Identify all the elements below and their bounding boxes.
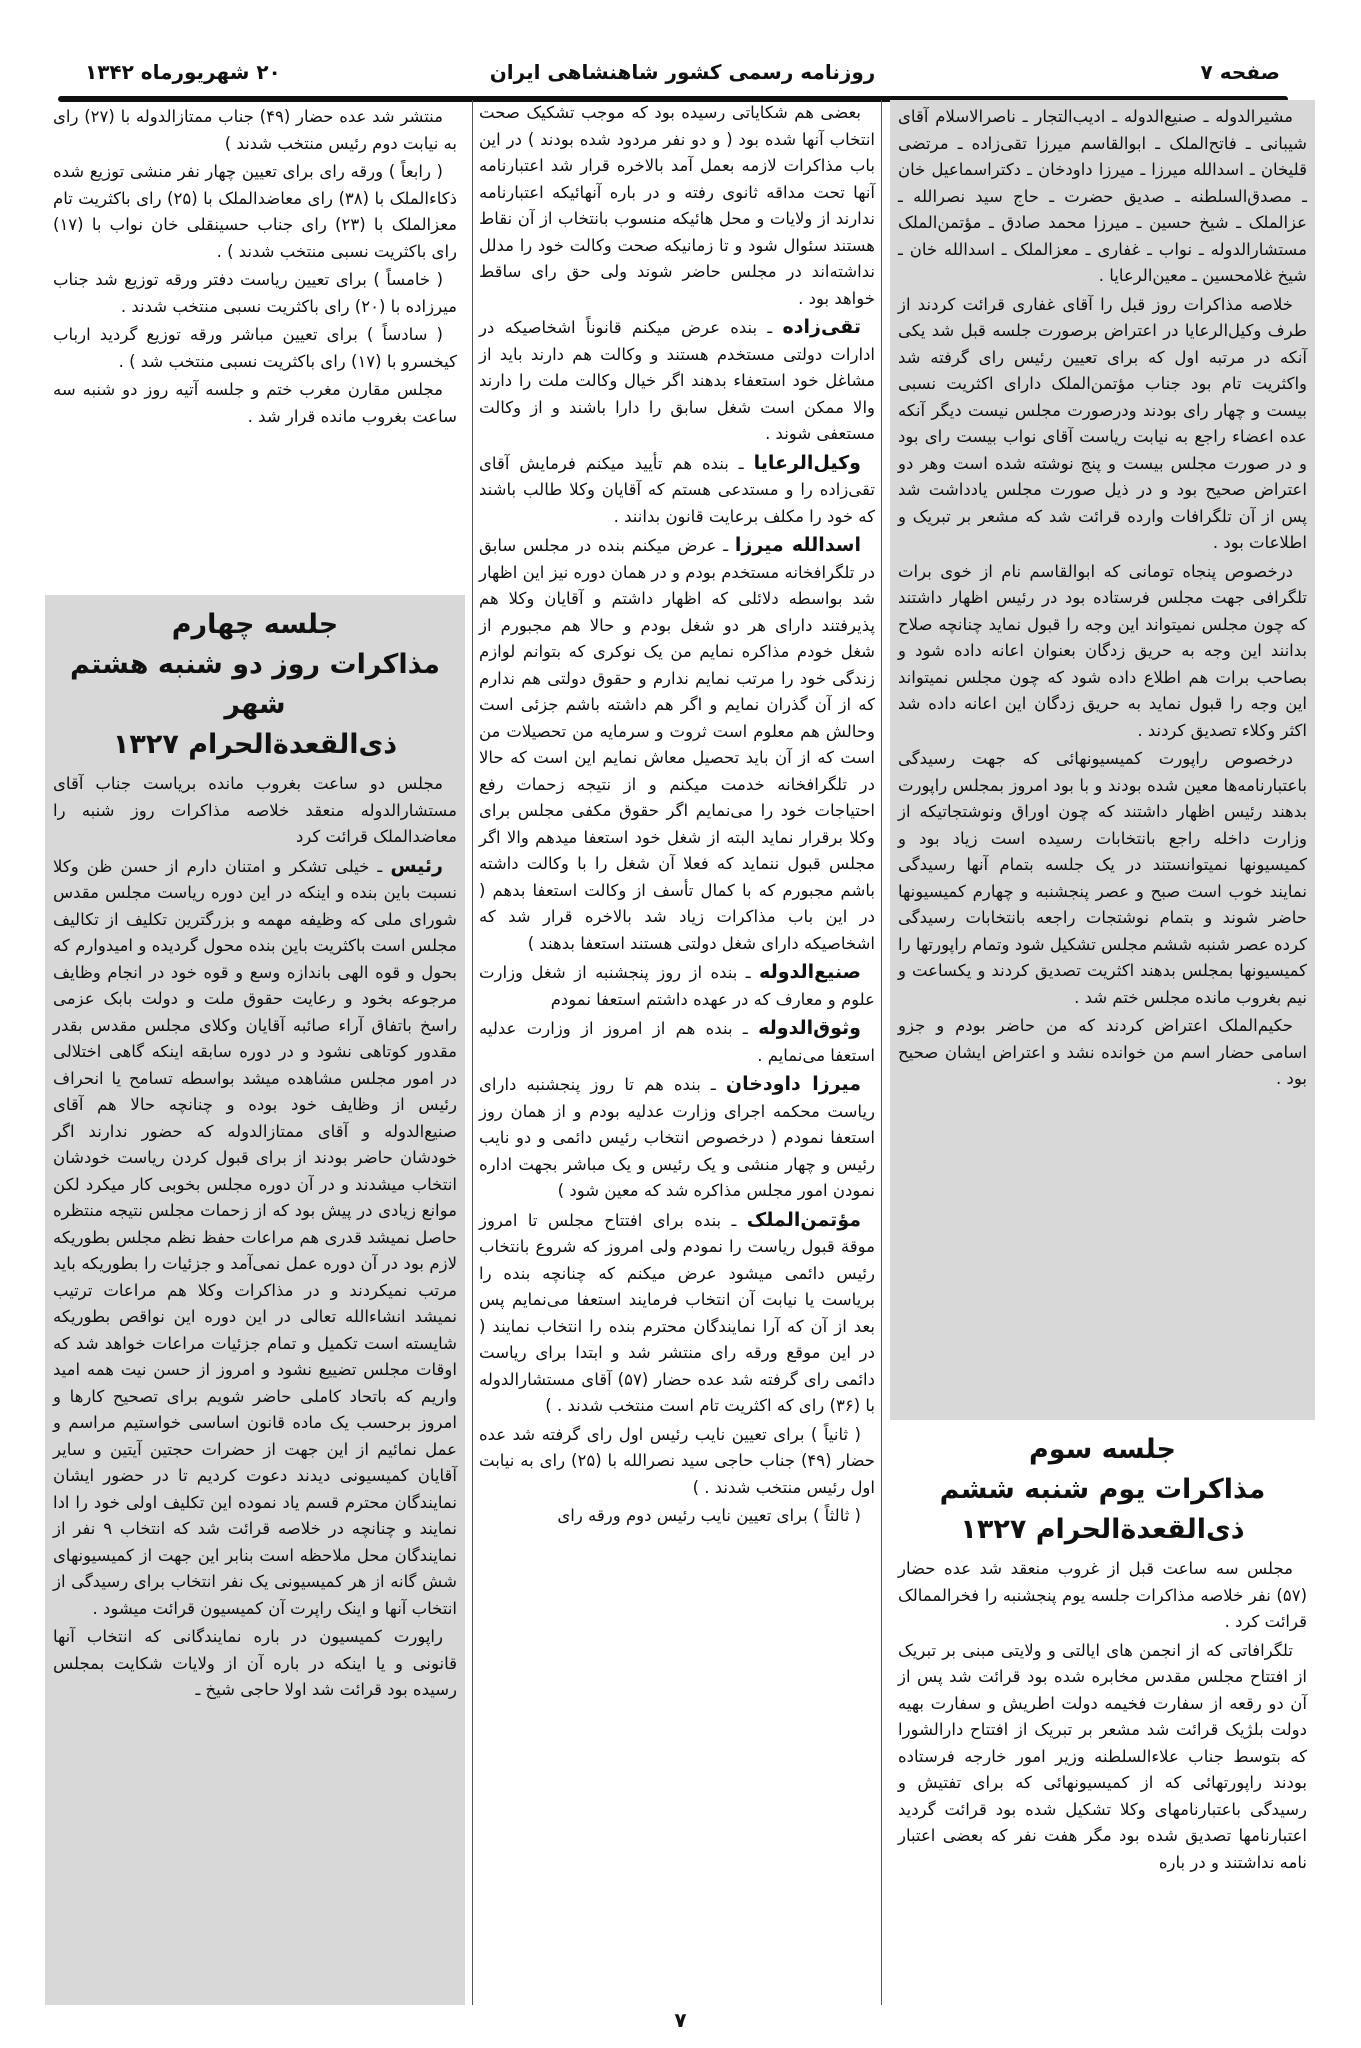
paragraph: مجلس دو ساعت بغروب مانده بریاست جناب آقای مستشارالدوله منعقد خلاصه مذاکرات روز شنبه را معاضدالملک قرائت کرد [53, 774, 457, 846]
heading-line: جلسه سوم [1029, 1434, 1176, 1465]
speech: وکیل‌الرعایا ـ بنده هم تأیید میکنم فرمایش آقای تقی‌زاده را و مستدعی هستم که آقایان وکلا طالب باشند که خود را مکلف برعایت قانون بدانند . [479, 451, 875, 526]
section-heading [898, 1430, 1307, 1550]
paragraph: ( سادساً ) برای تعیین مباشر ورقه توزیع گردید ارباب کیخسرو با (۱۷) رای باکثریت نسبی منتخب شد ) . [53, 325, 457, 371]
speech-text: بنده هم تا روز پنجشنبه دارای ریاست محکمه اجرای وزارت عدلیه بودم و از همان روز استعفا نمودم ( درخصوص انتخاب رئیس دائمی و دو نایب رئیس و چهار منشی و یک رئیس و یک مباشر بجهت اداره نمودن امور مجلس مذاکره شد که معین شود ) [479, 1075, 875, 1200]
page-number: ۷ [674, 2008, 687, 2032]
speech-text: بنده هم از امروز از وزارت عدلیه استعفا می‌نمایم . [479, 1019, 875, 1065]
speech: صنیع‌الدوله ـ بنده از روز پنجشنبه از شغل وزارت علوم و معارف که در عهده داشتم استعفا نمودم [479, 961, 875, 1009]
speech: تقی‌زاده ـ بنده عرض میکنم قانوناً اشخاصیکه در ادارات دولتی مستخدم هستند و وکالت هم دارند باید از مشاغل خود استعفاء بدهند اگر خیال وکالت ملت را دارند والا ممکن است شغل سابق را دارا باشند و از وکالت مستعفی شوند . [479, 316, 875, 443]
heading-line: مذاکرات روز دو شنبه هشتم شهر [70, 649, 440, 720]
speaker-name: وثوق‌الدوله [758, 1017, 861, 1039]
speaker-name: وکیل‌الرعایا [753, 451, 861, 474]
page-label: صفحه ۷ [1200, 60, 1280, 84]
left-column [45, 100, 465, 2005]
paragraph: مجلس سه ساعت قبل از غروب منعقد شد عده حضار (۵۷) نفر خلاصه مذاکرات جلسه یوم پنجشنبه را فخرالممالک قرائت کرد . [898, 1559, 1307, 1631]
paragraph: مجلس مقارن مغرب ختم و جلسه آتیه روز دو شنبه سه ساعت بغروب مانده قرار شد . [53, 380, 457, 426]
right-column [890, 100, 1315, 2005]
speech: میرزا داودخان ـ بنده هم تا روز پنجشنبه دارای ریاست محکمه اجرای وزارت عدلیه بودم و از همان روز استعفا نمودم ( درخصوص انتخاب رئیس دائمی و دو نایب رئیس و چهار منشی و یک رئیس و یک مباشر بجهت اداره نمودن امور مجلس مذاکره شد که معین شود ) [479, 1073, 875, 1200]
newspaper-title: روزنامه رسمی کشور شاهنشاهی ایران [489, 60, 876, 84]
speech-text: بنده برای افتتاح مجلس تا امروز موقة قبول ریاست را نمودم ولی امروز که شروع بانتخاب رئیس دائمی میشود عرض میکنم که چنانچه بنده را بریاست یا نیابت آن انتخاب فرمایند استعفا می‌نمایم پس بعد از آن که آرا نمایندگان محترم بنده را انتخاب نمایند ( در این موقع ورقه رای منتشر شد و ابتدا برای ریاست دائمی رای گرفته شد عده حضار (۵۷) آقای مستشارالدوله با (۳۶) رای که اکثریت تام است منتخب شدند . ) [479, 1210, 875, 1415]
heading-line: ذی‌القعدة‌الحرام ۱۳۲۷ [960, 1514, 1245, 1545]
speech: وثوق‌الدوله ـ بنده هم از امروز از وزارت عدلیه استعفا می‌نمایم . [479, 1017, 875, 1065]
paragraph: ( ثانیاً ) برای تعیین نایب رئیس اول رای گرفته شد عده حضار (۴۹) جناب حاجی سید نصرالله با (۲۵) رای به نیابت اول رئیس منتخب شدند . ) [479, 1424, 875, 1497]
paragraph: مشیرالدوله ـ صنیع‌الدوله ـ ادیب‌التجار ـ ناصرالاسلام آقای شیبانی ـ فاتح‌الملک ـ ابوالقاسم میرزا تقی‌زاده ـ مرتضی قلیخان ـ اسدالله میرزا ـ میرزا داودخان ـ دکتراسماعیل خان ـ مصدق‌السلطنه ـ صدیق حضرت ـ حاج سید نصرالله ـ عزالملک ـ شیخ حسین ـ میرزا محمد صادق ـ مؤتمن‌الملک مستشارالدوله ـ نواب ـ غفاری ـ معزالملک ـ اسدالله خان ـ شیخ غلامحسین ـ معین‌الرعایا . [898, 107, 1307, 285]
paragraph: ( رابعاً ) ورقه رای برای تعیین چهار نفر منشی توزیع شده ذکاءالملک با (۳۸) رای معاضدالملک با (۲۵) رای باکثریت تام معزالملک با (۲۳) رای جناب حسینقلی خان نواب با (۱۷) رای باکثریت نسبی منتخب شدند ) . [53, 162, 457, 261]
speech-text: بنده هم تأیید میکنم فرمایش آقای تقی‌زاده را و مستدعی هستم که آقایان وکلا طالب باشند که خود را مکلف برعایت قانون بدانند . [479, 453, 875, 526]
highlighted-block [890, 100, 1315, 1420]
speaker-name: صنیع‌الدوله [759, 961, 861, 983]
speaker-name: اسدالله میرزا [734, 534, 861, 556]
paragraph: راپورت کمیسیون در باره نمایندگانی که انتخاب آنها قانونی و یا اینکه در باره آن از ولایات شکایت بمجلس رسیده بود قرائت شد اولا حاجی شیخ ـ [53, 1627, 457, 1699]
paragraph: خلاصه مذاکرات روز قبل را آقای غفاری قرائت کردند از طرف وکیل‌الرعایا در اعتراض برصورت جلسه قبل شد یکی آنکه در مرتبه اول که برای تعیین رئیس رای گرفته شد واکثریت تام بود جناب مؤتمن‌الملک دارای اکثریت نسبی بیست و چهار رای بودند ودرصورت مجلس نیست دیگر آنکه عده اعضاء راجع به نیابت ریاست آقای نواب بیست رای بود و در صورت مجلس بیست و پنج نوشته شده است وهر دو اعتراض صحیح بود و در ذیل صورت مجلس یادداشت شد پس از آن تلگرافات وارده قرائت شد که مشعر بر تبریک و اطلاعات بود . [898, 294, 1307, 552]
paragraph: درخصوص راپورت کمیسیونهائی که جهت رسیدگی باعتبارنامه‌ها معین شده بودند و با بود امروز بمجلس راپورت بدهند رئیس اظهار داشتند که چون اوراق ونوشتجاتیکه از وزارت داخله راجع بانتخابات رسیده است زیاد بود و کمیسیونها نمیتوانستند در یک جلسه بتمام آنها رسیدگی نمایند خوب است صبح و عصر پنجشنبه و چهارم کمیسیونها حاضر شوند و بتمام نوشتجات راجعه بانتخابات رسیدگی کرده عصر شنبه ششم مجلس تشکیل شود وتمام راپورتها را کمیسیونها بمجلس بدهند اکثریت تصدیق کردند و یکساعت و نیم بغروب مانده مجلس ختم شد . [898, 749, 1307, 1007]
heading-line: مذاکرات یوم شنبه ششم [939, 1474, 1266, 1505]
speech: مؤتمن‌الملک ـ بنده برای افتتاح مجلس تا امروز موقة قبول ریاست را نمودم ولی امروز که شروع بانتخاب رئیس دائمی میشود عرض میکنم که چنانچه بنده را بریاست یا نیابت آن انتخاب فرمایند استعفا می‌نمایم پس بعد از آن که آرا نمایندگان محترم بنده را انتخاب نمایند ( در این موقع ورقه رای منتشر شد و ابتدا برای ریاست دائمی رای گرفته شد عده حضار (۵۷) آقای مستشارالدوله با (۳۶) رای که اکثریت تام است منتخب شدند . ) [479, 1208, 875, 1415]
speech-text: بنده عرض میکنم قانوناً اشخاصیکه در ادارات دولتی مستخدم هستند و وکالت هم دارند باید از مشاغل خود استعفاء بدهند اگر خیال وکالت ملت را دارند والا ممکن است شغل سابق را دارا باشند و از وکالت مستعفی شوند . [479, 318, 875, 443]
speech-text: عرض میکنم بنده در مجلس سابق در تلگرافخانه مستخدم بودم و در همان دوره نیز این اظهار شد بواسطه دلائلی که اظهار داشتم و آقایان وکلا هم پذیرفتند دارای هر دو شغل بودم و حالا هم مجبورم از شغل خودم مذاکره نمایم من یک نوکری که بتوانم لوازم زندگی خود را مرتب نمایم ندارم و حقوق دولتی هم ندارم که از آن گذران نمایم و اگر هم داشته باشم جزئی است وحالش هم معلوم است ثروت و سرمایه من تحصیلات من است که از آن باید تحصیل معاش نمایم این است که حالا در تلگرافخانه خدمت میکنم و از نتیجه زحمات رفع احتیاجات خود را می‌نمایم اگر حقوق مکفی مجلس برای وکلا برقرار نماید البته از شغل خود استعفا میدهم والا اگر مجلس قبول ننماید که فعلا آن شغل را با وکالت داشته باشم مجبورم که با کمال تأسف از وکالت استعفا بدهم ( در این باب مذاکرات زیاد شد بالاخره قرار شد که اشخاصیکه دارای شغل دولتی هستند استعفا بدهند ) [479, 536, 875, 953]
speech: رئیس ـ خیلی تشکر و امتنان دارم از حسن ظن وکلا نسبت باین بنده و اینکه در این دوره ریاست مجلس مقدس شورای ملی که وظیفه مهمه و بزرگترین تکلیف از تکالیف مجلس است باکثریت باین بنده محول گردیده و امیدوارم که بحول و قوه الهی باندازه وسع و قوه خود در انجام وظایف مرجوعه بخود و رعایت حقوق ملت و دولت بابک عزمی راسخ باتفاق آراء صائبه آقایان وکلای مجلس مقدس بقدر مقدور کوتاهی نشود و در دوره سابقه اینکه گاهی اختلالی در امور مجلس مشاهده میشد بواسطه تسامح یا انحراف رئیس از وظایف خود بوده و چنانچه حالا هم آقای صنیع‌الدوله و آقای ممتازالدوله که حضور ندارند اگر خودشان حاضر بودند از برای قبول کردن ریاست خودشان انتخاب میشدند و در آن دوره مجلس بخوبی کار میکرد لکن موانع زیادی در پیش بود که از زحمات مجلس نتیجه منتظره حاصل نمیشد قدری هم مراعات حفظ نظم مجلس بطوریکه لازم بود در آن دوره عمل نمی‌آمد و جزئیات را بطوریکه باید مرتب نمیکردند و در مذاکرات وکلا هم مراعات ترتیب نمیشد انشاءالله تعالی در این دوره این نواقص بطوریکه شایسته است تکمیل و تمام جزئیات مراعات خواهد شد که اوقات مجلس تضییع نشود و امروز از حسن نیت همه امید واریم که باتحاد کاملی حاضر شویم برای تصحیح کارها و امروز برحسب یک ماده قانون اساسی خواستیم مراسم و عمل نمائیم از این جهت از حضرات حجتین آیتین و سایر آقایان کمیسیونی دیدند دعوت کردیم تا در حضور ایشان نمایندگان محترم قسم یاد نموده این تکلیف اولی خود را ادا نمایند و چنانچه در خلاصه قرائت شد که انتخاب ۹ نفر از نمایندگان محل ملاحظه است بنابر این جهت از کمیسیونهای شش گانه از هر کمیسیونی یک نفر انتخاب برای رسیدگی از انتخاب آنها و اینک راپرت آن کمیسیون قرائت میشود . [53, 854, 457, 1618]
speech: اسدالله میرزا ـ عرض میکنم بنده در مجلس سابق در تلگرافخانه مستخدم بودم و در همان دوره نیز این اظهار شد بواسطه دلائلی که اظهار داشتم و آقایان وکلا هم پذیرفتند دارای هر دو شغل بودم و حالا هم مجبورم از شغل خودم مذاکره نمایم من یک نوکری که بتوانم لوازم زندگی خود را مرتب نمایم ندارم و حقوق دولتی هم ندارم که از آن گذران نمایم و اگر هم داشته باشم جزئی است وحالش هم معلوم است ثروت و سرمایه من تحصیلات من است که از آن باید تحصیل معاش نمایم این است که حالا در تلگرافخانه خدمت میکنم و از نتیجه زحمات رفع احتیاجات خود را می‌نمایم اگر حقوق مکفی مجلس برای وکلا برقرار نماید البته از شغل خود استعفا میدهم والا اگر مجلس قبول ننماید که فعلا آن شغل را با وکالت داشته باشم مجبورم که با کمال تأسف از وکالت استعفا بدهم ( در این باب مذاکرات زیاد شد بالاخره قرار شد که اشخاصیکه دارای شغل دولتی هستند استعفا بدهند ) [479, 534, 875, 953]
heading-line: ذی‌القعدة‌الحرام ۱۳۲۷ [112, 729, 398, 760]
speaker-name: رئیس [390, 854, 443, 877]
paragraph: منتشر شد عده حضار (۴۹) جناب ممتازالدوله با (۲۷) رای به نیابت دوم رئیس منتخب شدند ) [53, 107, 457, 153]
paragraph: بعضی هم شکایاتی رسیده بود که موجب تشکیک صحت انتخاب آنها شده بود ( و دو نفر مردود شده بودند ) در این باب مذاکرات لازمه بعمل آمد بالاخره قرار شد اعتبارنامه آنها تحت مداقه ثانوی رفته و در باره آنهائیکه اعتبارنامه ندارند از ولایات و محل هائیکه منسوب بانتخاب از آن نقاط هستند سئوال شود و تا زمانیکه صحت وکالت خود را مدلل نداشته‌اند در مجلس حاضر شوند ولی حق رای ساقط خواهد بود . [479, 103, 875, 308]
paragraph: درخصوص پنجاه تومانی که ابوالقاسم نام از خوی برات تلگرافی جهت مجلس فرستاده بود در رئیس اظهار داشتند که چون مجلس نمیتواند این وجه را قبول نماید چنانچه صلاح بدانند این وجه به حریق زدگان بعنوان اعانه داده شود و بصاحب برات هم اطلاع داده شود که چون مجلس نمیتواند این وجه را قبول نماید به حریق زدگان این اعانه داده شد اکثر وکلاء تصدیق کردند . [898, 561, 1307, 740]
speaker-name: میرزا داودخان [725, 1073, 861, 1095]
paragraph: تلگرافاتی که از انجمن های ایالتی و ولایتی مبنی بر تبریک از افتتاح مجلس مقدس مخابره شده بود قرائت شد پس از آن دو رقعه از سفارت فخیمه دولت اطریش و سفارت بهیه دولت بلژیک قرائت شد مشعر بر تبریک از افتتاح دارالشورا که بتوسط جناب علاءالسلطنه وزیر امور خارجه فرستاده بودند راپورتهائی که از کمیسیونهائی که برای تفتیش و رسیدگی باعتبارنامهای وکلا تشکیل شده بود قرائت گردید اعتبارنامها تصدیق شده بود مگر هفت نفر که بعضی اعتبار نامه نداشتند و در باره [898, 1640, 1307, 1872]
session-four [45, 595, 465, 2005]
paragraph: حکیم‌الملک اعتراض کردند که من حاضر بودم و جزو اسامی حضار اسم من خوانده نشد و اعتراض ایشان صحیح بود . [898, 1016, 1307, 1088]
session-three-continued [45, 100, 465, 436]
paragraph: ( ثالثاً ) برای تعیین نایب رئیس دوم ورقه رای [557, 1506, 861, 1525]
speaker-name: تقی‌زاده [782, 316, 861, 338]
speech-text: خیلی تشکر و امتنان دارم از حسن ظن وکلا نسبت باین بنده و اینکه در این دوره ریاست مجلس مقدس شورای ملی که وظیفه مهمه و بزرگترین تکلیف از تکالیف مجلس است باکثریت باین بنده محول گردیده و امیدوارم که بحول و قوه الهی باندازه وسع و قوه خود در انجام وظایف مرجوعه بخود و رعایت حقوق ملت و دولت بابک عزمی راسخ باتفاق آراء صائبه آقایان وکلای مجلس مقدس بقدر مقدور کوتاهی نشود و در دوره سابقه اینکه گاهی اختلالی در امور مجلس مشاهده میشد بواسطه تسامح یا انحراف رئیس از وظایف خود بوده و چنانچه حالا هم آقای صنیع‌الدوله و آقای ممتازالدوله که حضور ندارند اگر خودشان حاضر بودند از برای قبول کردن ریاست خودشان انتخاب میشدند و در آن دوره مجلس بخوبی کار میکرد لکن موانع زیادی در پیش بود که از زحمات مجلس نتیجه منتظره حاصل نمیشد قدری هم مراعات حفظ نظم مجلس بطوریکه لازم بود در آن دوره عمل نمی‌آمد و جزئیات را بطوریکه باید مرتب نمیکردند و در مذاکرات وکلا هم مراعات ترتیب نمیشد انشاءالله تعالی در این دوره این نواقص بطوریکه شایسته است تکمیل و تمام جزئیات مراعات خواهد شد که اوقات مجلس تضییع نشود و امروز از حسن نیت همه امید واریم که باتحاد کاملی حاضر شویم برای تصحیح کارها و امروز برحسب یک ماده قانون اساسی خواستیم مراسم و عمل نمائیم از این جهت از حضرات حجتین آیتین و سایر آقایان کمیسیونی دیدند دعوت کردیم تا در حضور ایشان نمایندگان محترم قسم یاد نموده این تکلیف اولی خود را ادا نمایند و چنانچه در خلاصه قرائت شد که انتخاب ۹ نفر از نمایندگان محل ملاحظه است بنابر این جهت از کمیسیونهای شش گانه از هر کمیسیونی یک نفر انتخاب برای رسیدگی از انتخاب آنها و اینک راپرت آن کمیسیون قرائت میشود . [53, 856, 457, 1618]
paragraph: ( خامساً ) برای تعیین ریاست دفتر ورقه توزیع شد جناب میرزاده با (۲۰) رای باکثریت نسبی منتخب شدند . [53, 270, 457, 316]
section-heading [53, 605, 457, 765]
speech-text: بنده از روز پنجشنبه از شغل وزارت علوم و معارف که در عهده داشتم استعفا نمودم [479, 963, 875, 1009]
middle-column [472, 100, 882, 2005]
session-three [890, 1420, 1315, 1882]
page-header [45, 60, 1320, 96]
issue-date: ۲۰ شهریورماه ۱۳۴۲ [85, 60, 281, 84]
speaker-name: مؤتمن‌الملک [746, 1208, 861, 1231]
heading-line: جلسه چهارم [171, 609, 339, 640]
